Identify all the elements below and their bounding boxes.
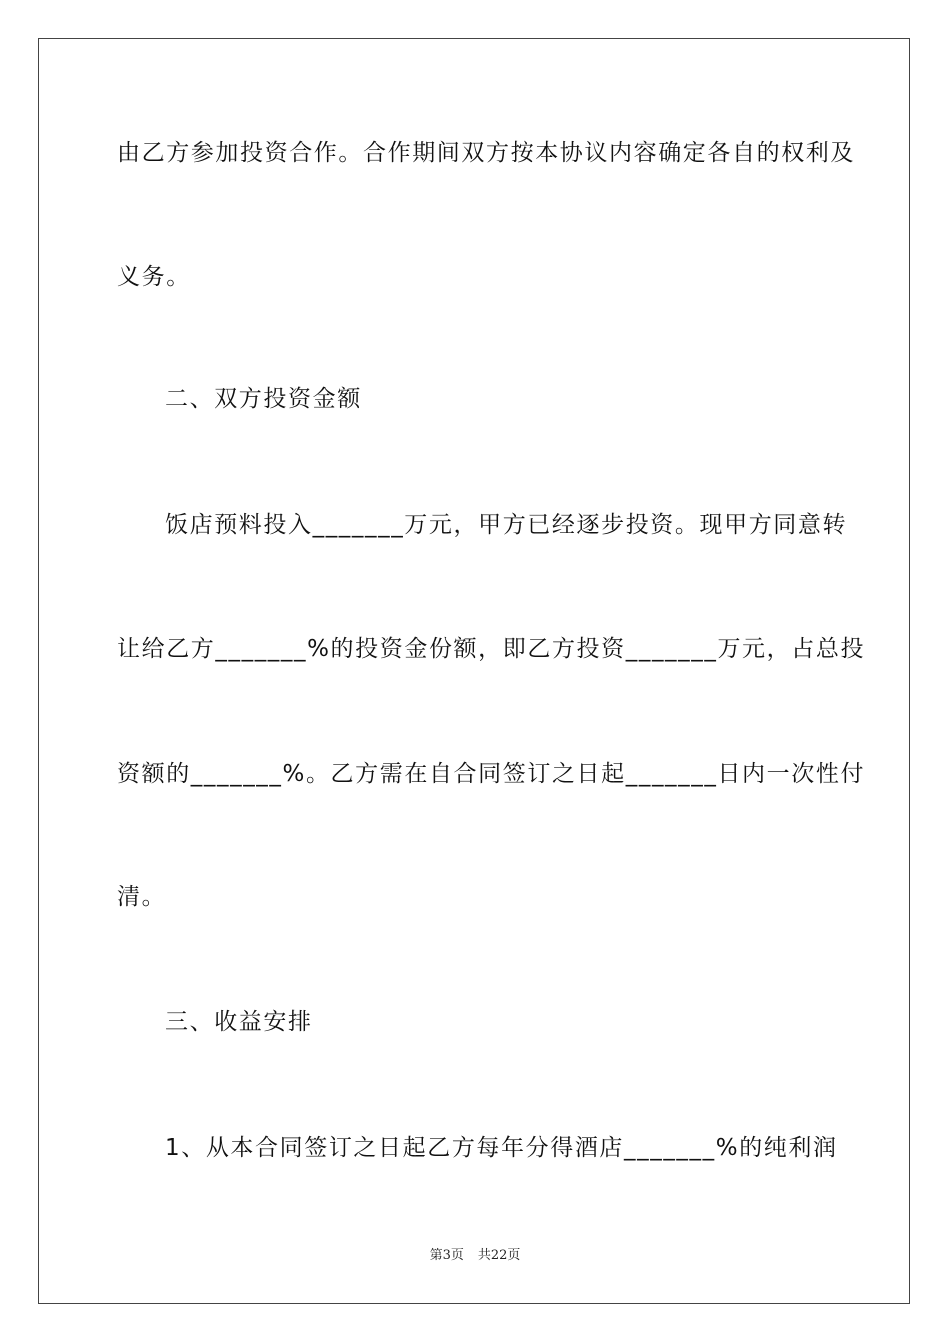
paragraph-line-7: 1、从本合同签订之日起乙方每年分得酒店_______%的纯利润 <box>165 1135 838 1161</box>
paragraph-line-1: 由乙方参加投资合作。合作期间双方按本协议内容确定各自的权利及 <box>117 140 855 166</box>
paragraph-line-3: 饭店预料投入_______万元，甲方已经逐步投资。现甲方同意转 <box>165 512 848 538</box>
page-number: 第3页 <box>429 1248 464 1263</box>
page-total: 共22页 <box>477 1248 521 1263</box>
page-border <box>38 38 910 1304</box>
paragraph-line-5: 资额的_______%。乙方需在自合同签订之日起_______日内一次性付 <box>117 761 866 787</box>
section-heading-profit: 三、收益安排 <box>165 1009 313 1035</box>
paragraph-line-4: 让给乙方_______%的投资金份额，即乙方投资_______万元，占总投 <box>117 636 866 662</box>
paragraph-line-2: 义务。 <box>117 264 191 290</box>
paragraph-line-6: 清。 <box>117 884 167 910</box>
page-footer <box>0 1247 950 1265</box>
section-heading-investment: 二、双方投资金额 <box>165 386 362 412</box>
